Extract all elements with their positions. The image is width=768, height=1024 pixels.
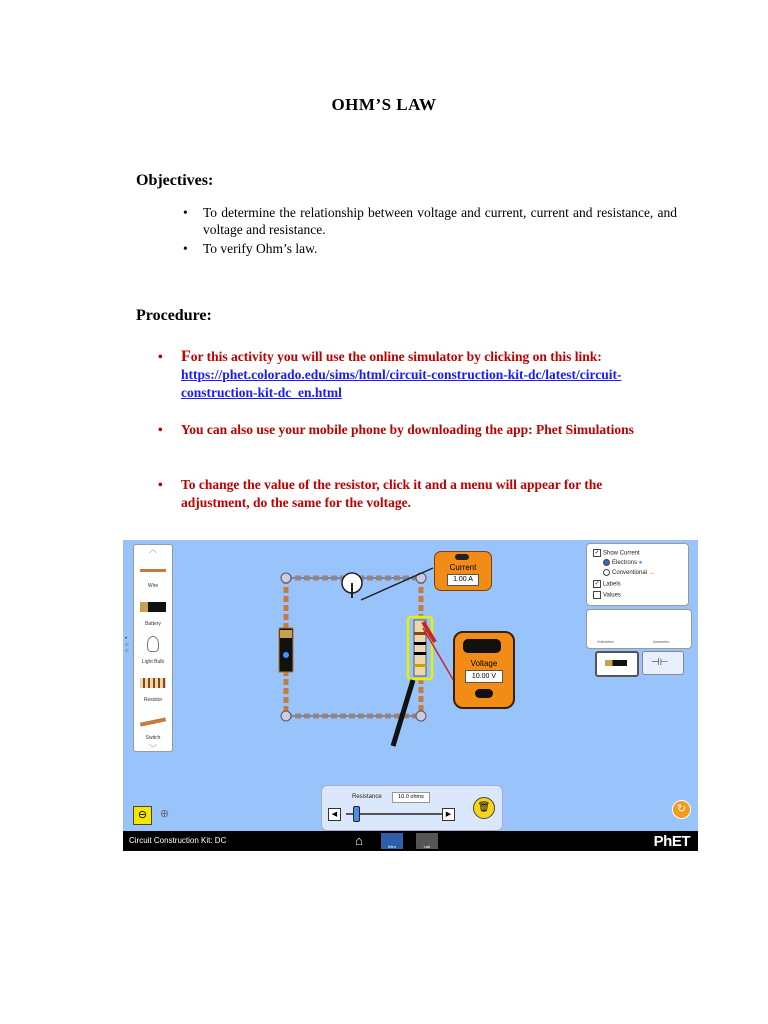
schematic-view-button[interactable] bbox=[642, 651, 684, 675]
voltmeter-jack-icon bbox=[475, 689, 493, 698]
lifelike-view-button[interactable] bbox=[595, 651, 639, 677]
show-current-checkbox[interactable]: ✓ Show Current bbox=[594, 550, 640, 557]
procedure-item bbox=[158, 348, 668, 402]
simulator-screenshot bbox=[123, 540, 698, 851]
objectives-list bbox=[181, 204, 677, 259]
procedure-item bbox=[158, 421, 668, 439]
simulator-link[interactable]: https://phet.colorado.edu/sims/html/circuit-construction-kit-dc/latest/circuit-construction-kit-dc_en.html bbox=[181, 367, 622, 400]
procedure-heading: Procedure: bbox=[136, 307, 212, 324]
resistance-control-panel: Resistance 10.0 ohms ◀ ▶ bbox=[321, 785, 503, 831]
electrons-radio[interactable]: Electrons ● bbox=[603, 559, 642, 566]
bullet-icon: • bbox=[158, 477, 163, 492]
toolbox-light-bulb[interactable]: Light Bulb bbox=[134, 630, 172, 668]
app-title: Circuit Construction Kit: DC bbox=[129, 836, 227, 845]
battery-icon bbox=[605, 660, 627, 666]
list-item: • To determine the relationship between voltage and current, current and resistance, and voltage and resistance. bbox=[181, 204, 677, 238]
wire-icon bbox=[140, 569, 166, 572]
phet-logo[interactable]: PhET bbox=[653, 833, 690, 850]
reset-icon[interactable]: ↻ bbox=[672, 800, 691, 819]
switch-icon bbox=[140, 717, 166, 726]
component-toolbox bbox=[133, 544, 173, 752]
resistor-icon bbox=[140, 678, 166, 688]
voltmeter-readout: 10.00 V bbox=[465, 670, 503, 683]
meter-toolbox bbox=[586, 609, 692, 649]
voltmeter-screen-frame bbox=[463, 639, 501, 653]
procedure-item bbox=[158, 476, 668, 512]
zoom-out-icon[interactable]: ⊖ bbox=[133, 806, 152, 825]
light-bulb-icon bbox=[147, 636, 159, 652]
ammeter-readout: 1.00 A bbox=[447, 574, 479, 586]
voltmeter-tool[interactable]: Voltmeter bbox=[597, 639, 614, 644]
procedure-text: or this activity you will use the online simulator by clicking on this link: bbox=[190, 349, 602, 364]
resistance-slider[interactable] bbox=[346, 813, 446, 815]
toolbox-switch[interactable]: Switch bbox=[134, 706, 172, 744]
resistance-value: 10.0 ohms bbox=[392, 792, 430, 803]
drag-handle-icon[interactable]: • ○ ○ bbox=[125, 636, 129, 654]
display-options-panel bbox=[586, 543, 689, 606]
list-item: • To verify Ohm’s law. bbox=[181, 240, 677, 257]
bullet-icon: • bbox=[158, 349, 163, 364]
home-icon[interactable]: ⌂ bbox=[355, 833, 363, 848]
decrease-resistance-button[interactable]: ◀ bbox=[328, 808, 341, 821]
junction bbox=[281, 573, 291, 583]
nav-bar bbox=[123, 831, 698, 851]
objectives-heading: Objectives: bbox=[136, 172, 214, 189]
slider-thumb[interactable] bbox=[353, 806, 360, 822]
values-checkbox[interactable]: Values bbox=[593, 591, 621, 599]
labels-checkbox[interactable]: ✓ Labels bbox=[594, 581, 621, 588]
junction bbox=[281, 711, 291, 721]
bullet-icon: • bbox=[158, 422, 163, 437]
increase-resistance-button[interactable]: ▶ bbox=[442, 808, 455, 821]
page-title: OHM’S LAW bbox=[331, 95, 437, 114]
ammeter-tool[interactable]: Ammeter bbox=[653, 639, 670, 644]
drop-cap: F bbox=[181, 348, 191, 365]
chevron-down-icon[interactable]: ﹀ bbox=[149, 744, 157, 753]
procedure-text: To change the value of the resistor, click it and a menu will appear for the adjustment, do the same for the voltage. bbox=[181, 477, 603, 510]
battery-icon bbox=[140, 602, 166, 612]
voltmeter-device[interactable]: Voltage 10.00 V bbox=[453, 631, 515, 709]
zoom-in-icon[interactable]: ⊕ bbox=[159, 808, 170, 820]
schematic-battery-icon: ⊣⊢ bbox=[651, 657, 669, 668]
chevron-up-icon[interactable]: ︿ bbox=[149, 545, 157, 554]
ammeter-device[interactable]: Current 1.00 A bbox=[434, 551, 492, 591]
trash-icon[interactable]: 🗑 bbox=[473, 797, 495, 819]
screen-lab[interactable]: Lab bbox=[416, 833, 438, 849]
conventional-radio[interactable]: Conventional → bbox=[603, 569, 655, 576]
voltmeter-black-probe bbox=[393, 680, 413, 746]
resistor-icon bbox=[414, 620, 426, 676]
toolbox-resistor[interactable]: Resistor bbox=[134, 668, 172, 706]
procedure-text: You can also use your mobile phone by downloading the app: Phet Simulations bbox=[181, 422, 634, 437]
screen-intro[interactable]: Intro bbox=[381, 833, 403, 849]
toolbox-battery[interactable]: Battery bbox=[134, 592, 172, 630]
toolbox-wire[interactable]: Wire bbox=[134, 554, 172, 592]
ammeter-probe-icon bbox=[455, 554, 469, 560]
junction bbox=[416, 711, 426, 721]
